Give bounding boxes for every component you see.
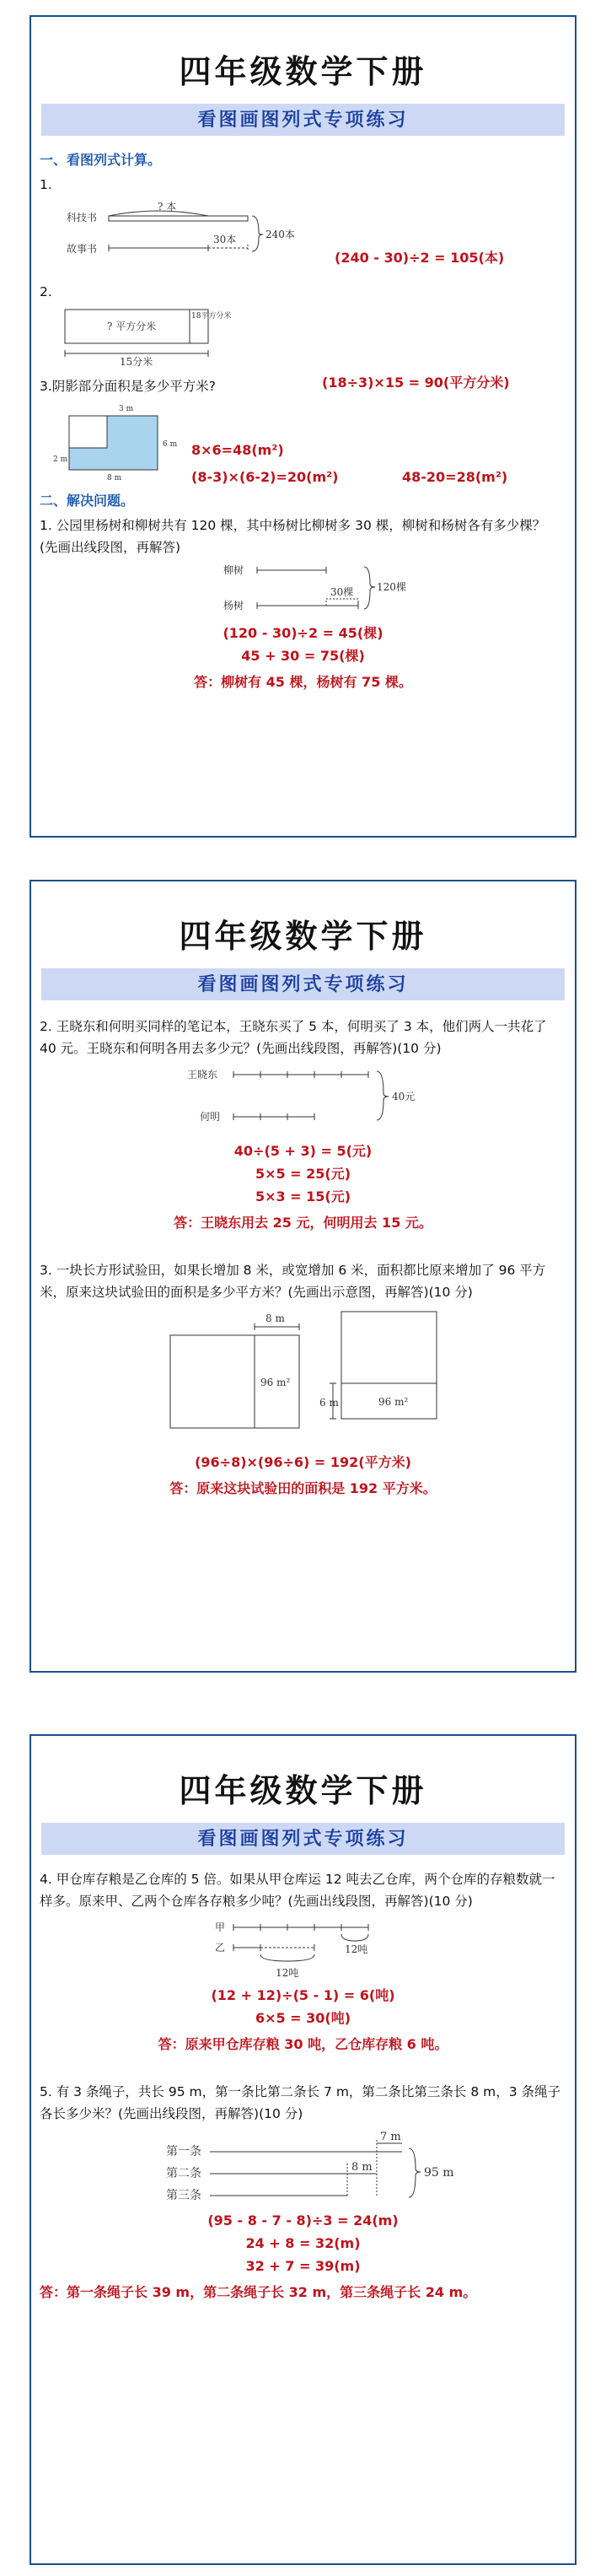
answer-7a: (12 + 12)÷(5 - 1) = 6(吨)	[211, 1987, 395, 2003]
worksheet-card-2	[29, 880, 577, 1673]
answer-5c: 5×3 = 15(元)	[255, 1188, 351, 1204]
section-heading: 二、解决问题。	[40, 493, 135, 509]
label-he: 何明	[200, 1111, 221, 1123]
final-answer-8: 答：第一条绳子长 39 m，第二条绳子长 32 m，第三条绳子长 24 m。	[40, 2284, 477, 2300]
label-95m: 95 m	[424, 2166, 454, 2180]
final-answer-6: 答：原来这块试验田的面积是 192 平方米。	[169, 1480, 437, 1496]
label-3m: 3 m	[119, 405, 134, 413]
label-96-b: 96 m²	[378, 1396, 409, 1408]
label-40-yuan: 40元	[392, 1091, 416, 1102]
answer-4b: 45 + 30 = 75(棵)	[241, 648, 365, 664]
label-diff-30: 30本	[213, 234, 237, 245]
answer-8a: (95 - 8 - 7 - 8)÷3 = 24(m)	[207, 2212, 399, 2228]
label-yi: 乙	[215, 1942, 226, 1954]
label-science-books: 科技书	[67, 212, 98, 224]
question-4: 1. 公园里杨树和柳树共有 120 棵，其中杨树比柳树多 30 棵，柳树和杨树各有多少棵？(先画出线段图，再解答)	[40, 518, 546, 555]
answer-2: (18÷3)×15 = 90(平方分米)	[322, 375, 510, 391]
question-number: 2.	[40, 284, 52, 299]
question-3: 3.阴影部分面积是多少平方米?	[40, 379, 217, 394]
question-7: 4. 甲仓库存粮是乙仓库的 5 倍。如果从甲仓库运 12 吨去乙仓库，两个仓库的存粮数就一样多。原来甲、乙两个仓库各存粮多少吨？(先画出线段图，再解答)(10 分)	[40, 1872, 555, 1909]
final-answer-4: 答：柳树有 45 棵，杨树有 75 棵。	[194, 674, 412, 690]
label-96-a: 96 m²	[260, 1377, 291, 1388]
label-total-240: 240本	[265, 229, 295, 240]
section-heading: 一、看图列式计算。	[40, 152, 162, 168]
page-subtitle: 看图画图列式专项练习	[41, 104, 565, 136]
page-title: 四年级数学下册	[179, 52, 427, 90]
label-2m: 2 m	[53, 455, 68, 464]
page-title: 四年级数学下册	[179, 1771, 427, 1809]
answer-8c: 32 + 7 = 39(m)	[245, 2258, 361, 2274]
question-8: 5. 有 3 条绳子，共长 95 m，第一条比第二条长 7 m，第二条比第三条长 8 m，3 条绳子各长多少米？(先画出线段图，再解答)(10 分)	[40, 2084, 561, 2121]
answer-5b: 5×5 = 25(元)	[255, 1166, 351, 1182]
label-8m-field: 8 m	[265, 1312, 285, 1324]
label-rope-3: 第三条	[166, 2189, 201, 2202]
label-7m: 7 m	[380, 2131, 401, 2143]
label-8m-rope: 8 m	[351, 2161, 373, 2174]
label-15dm: 15分米	[120, 356, 153, 368]
label-6m-field: 6 m	[319, 1397, 339, 1409]
final-answer-5: 答：王晓东用去 25 元，何明用去 15 元。	[174, 1215, 432, 1231]
diagram-notebooks	[31, 1059, 575, 1140]
diagram-rectangle-area	[31, 303, 575, 370]
answer-3b: (8-3)×(6-2)=20(m²)	[191, 469, 339, 485]
question-number: 1.	[40, 177, 52, 192]
question-6: 3. 一块长方形试验田，如果长增加 8 米，或宽增加 6 米，面积都比原来增加了 96 平方米，原来这块试验田的面积是多少平方米？(先画出示意图，再解答)(10 分)	[40, 1263, 546, 1300]
answer-1: (240 - 30)÷2 = 105(本)	[335, 250, 505, 266]
label-jia: 甲	[215, 1921, 226, 1933]
page-title: 四年级数学下册	[179, 917, 427, 955]
diagram-field	[31, 1303, 575, 1451]
diagram-ropes	[31, 2125, 575, 2209]
answer-3a: 8×6=48(m²)	[191, 442, 284, 458]
label-12t-top: 12吨	[345, 1943, 368, 1955]
label-rope-1: 第一条	[166, 2145, 201, 2158]
answer-5a: 40÷(5 + 3) = 5(元)	[233, 1143, 373, 1159]
final-answer-7: 答：原来甲仓库存粮 30 吨，乙仓库存粮 6 吨。	[158, 2036, 448, 2052]
answer-6: (96÷8)×(96÷6) = 192(平方米)	[195, 1454, 411, 1470]
label-poplar: 杨树	[223, 600, 244, 612]
worksheet-card-3	[29, 1734, 577, 2565]
answer-8b: 24 + 8 = 32(m)	[245, 2235, 361, 2251]
label-6m: 6 m	[163, 440, 178, 449]
label-12t-bottom: 12吨	[276, 1967, 299, 1979]
label-total-120: 120棵	[377, 581, 406, 593]
label-willow: 柳树	[223, 564, 244, 576]
answer-3c: 48-20=28(m²)	[402, 469, 508, 485]
question-5: 2. 王晓东和何明买同样的笔记本，王晓东买了 5 本，何明买了 3 本，他们两人一共花了 40 元。王晓东和何明各用去多少元？(先画出线段图，再解答)(10 分)	[40, 1019, 547, 1056]
label-unknown-books: ? 本	[158, 201, 177, 213]
diagram-warehouse	[31, 1912, 575, 1984]
page-subtitle: 看图画图列式专项练习	[41, 1823, 565, 1855]
label-rope-2: 第二条	[166, 2167, 201, 2180]
label-8m: 8 m	[107, 474, 122, 482]
page-subtitle: 看图画图列式专项练习	[41, 968, 565, 1000]
answer-4a: (120 - 30)÷2 = 45(棵)	[223, 625, 383, 641]
label-wang: 王晓东	[187, 1069, 218, 1081]
label-18-area: 18平方分米	[191, 312, 232, 321]
label-unknown-area: ? 平方分米	[107, 321, 157, 332]
diagram-trees	[31, 558, 575, 622]
answer-7b: 6×5 = 30(吨)	[255, 2010, 351, 2026]
worksheet-card-1	[29, 15, 577, 838]
label-diff-30-trees: 30棵	[330, 586, 354, 598]
label-story-books: 故事书	[67, 243, 98, 255]
